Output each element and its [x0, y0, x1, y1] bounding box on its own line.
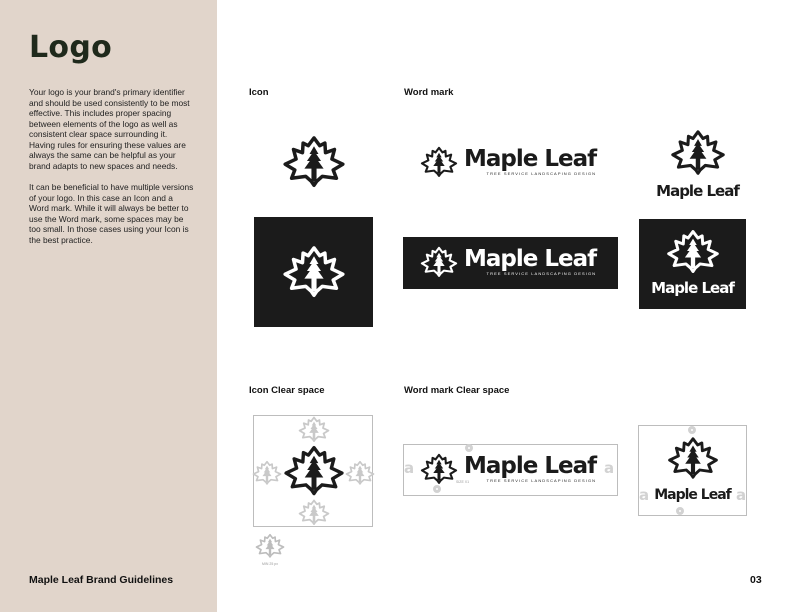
footer-brand-guidelines: Maple Leaf Brand Guidelines [29, 574, 174, 586]
maple-leaf-tree-icon [282, 134, 346, 188]
clear-space-ghost-icon [252, 460, 282, 485]
word-mark-dark-background [403, 237, 618, 289]
clear-space-letter: a [639, 486, 650, 504]
clear-space-ghost-icon [345, 460, 375, 485]
brand-name: Maple Leaf [464, 452, 597, 479]
clear-space-ghost-icon [298, 416, 330, 442]
word-mark-stacked [645, 129, 750, 200]
page-title: Logo [29, 30, 113, 65]
word-mark-stacked [639, 229, 746, 297]
brand-name: Maple Leaf [464, 145, 597, 172]
label-icon: Icon [249, 87, 269, 98]
clear-space-ring [688, 426, 696, 434]
minimum-size-icon [255, 533, 285, 558]
maple-leaf-tree-icon [667, 436, 719, 479]
label-icon-clear-space: Icon Clear space [249, 385, 325, 396]
maple-leaf-tree-icon [670, 129, 726, 175]
maple-leaf-tree-icon [420, 452, 458, 485]
clear-space-letter: a [604, 459, 615, 477]
label-word-mark-clear-space: Word mark Clear space [404, 385, 510, 396]
clear-space-ring [465, 444, 473, 452]
brand-name: Maple Leaf [651, 279, 734, 297]
clear-space-ring [433, 485, 441, 493]
brand-name: Maple Leaf [654, 487, 731, 503]
brand-name: Maple Leaf [464, 245, 597, 272]
maple-leaf-tree-icon [282, 244, 346, 298]
word-mark-stacked [640, 436, 745, 503]
brand-name: Maple Leaf [656, 182, 739, 200]
intro-paragraph: Your logo is your brand's primary identifier and should be used consistently to be most effective. This includes proper spacing between elements of the logo as well as consistent clear space surrounding it. Having rules for ensuring these values are always the same can be helpful as your brand adapts to new spaces and needs. [29, 87, 190, 171]
word-mark-stacked-dark-background [639, 219, 746, 309]
maple-leaf-tree-icon [420, 245, 458, 278]
clear-space-ring [676, 507, 684, 515]
label-word-mark: Word mark [404, 87, 454, 98]
clear-space-letter: a [736, 486, 747, 504]
brand-tagline: TREE SERVICE LANDSCAPING DESIGN [486, 270, 597, 276]
word-mark-horizontal [420, 145, 596, 178]
word-mark-horizontal [420, 245, 596, 278]
clear-space-size-note: SIZE X1 [456, 480, 470, 484]
maple-leaf-tree-icon [283, 444, 345, 496]
word-mark-horizontal [420, 452, 596, 485]
icon-dark-background [254, 217, 373, 327]
brand-tagline: TREE SERVICE LANDSCAPING DESIGN [486, 170, 597, 176]
maple-leaf-tree-icon [420, 145, 458, 178]
intro-paragraph: It can be beneficial to have multiple versions of your logo. In this case an Icon and a Word mark. While it will always be better to use the Word mark, some spaces may be too small. In those cases using your Icon is the best practice. [29, 182, 194, 245]
page-number: 03 [750, 574, 762, 586]
clear-space-ghost-icon [298, 499, 330, 525]
minimum-size-note: MIN 25 px [262, 562, 278, 566]
maple-leaf-tree-icon [666, 229, 720, 273]
intro-text [29, 87, 194, 256]
clear-space-letter: a [404, 459, 415, 477]
brand-tagline: TREE SERVICE LANDSCAPING DESIGN [486, 477, 597, 483]
